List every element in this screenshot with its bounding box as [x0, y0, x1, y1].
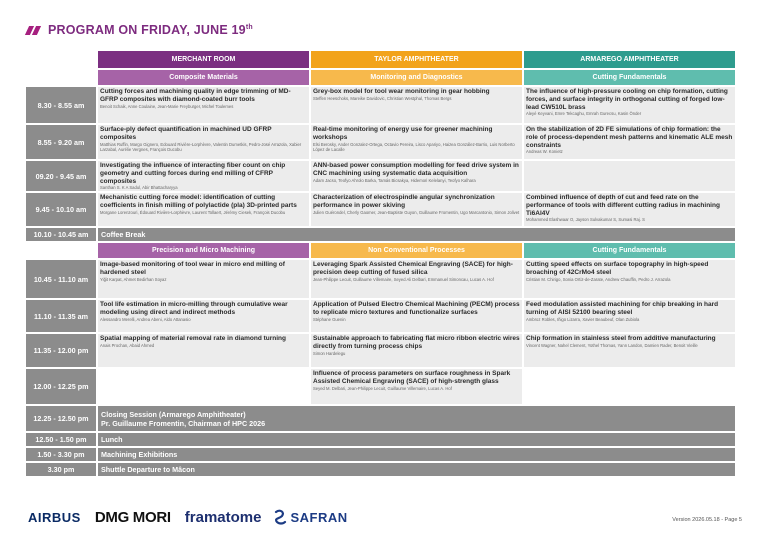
time-slot: 9.45 - 10.10 am: [26, 193, 96, 226]
session-cutting-fundamentals-pm: Cutting Fundamentals: [524, 243, 735, 258]
closing-session-title: Closing Session (Armarego Amphitheater): [101, 409, 246, 419]
talk-row: [26, 87, 742, 123]
talk-cell: [98, 334, 309, 367]
empty-cell: [524, 161, 735, 191]
talk-authors: Anais Prochan, Abaid Ahmed: [100, 342, 155, 348]
talk-cell: [311, 334, 522, 367]
talk-authors: Seyed M. Delbari, Jean-Philippe Lecuit, Guillaume Villemaire, Lucas A. Hof: [313, 385, 452, 391]
talk-title: Characterization of electrospindle angular synchronization performance in power skiving: [313, 194, 495, 209]
time-slot: 8.30 - 8.55 am: [26, 87, 96, 123]
session-cutting-fundamentals-am: Cutting Fundamentals: [524, 70, 735, 85]
talk-row: [26, 260, 742, 298]
title-slash-icon: [26, 26, 42, 35]
safran-logo: [273, 509, 347, 525]
page-title: [26, 22, 253, 38]
talk-title: Spatial mapping of material removal rate in diamond turning: [100, 335, 287, 342]
page-title-sup: th: [245, 24, 253, 31]
talk-authors: Simon Hardelegu: [313, 350, 346, 356]
talk-title: Image-based monitoring of tool wear in micro end milling of hardened steel: [100, 261, 285, 276]
framatome-logo: framatome: [184, 508, 262, 526]
closing-session-row: [26, 406, 742, 431]
talk-authors: Benoit Schaik, Anne Coulaine, Jean-Marie Freyburger, Michel Toulemes: [100, 103, 234, 109]
talk-row: [26, 334, 742, 367]
talk-title: Influence of process parameters on surface roughness in Spark Assisted Chemical Engraving (SACE) of high-strength glass: [313, 370, 511, 385]
talk-title: Tool life estimation in micro-milling through cumulative wear modeling using direct and indirect methods: [100, 301, 288, 316]
talk-authors: Steffen Heeschoks, Mareike Davidovic, Christian Westphal, Thomas Bergs: [313, 95, 452, 101]
dmg-mori-logo: DMG MORI: [94, 508, 171, 526]
talk-cell: [98, 260, 309, 298]
talk-title: Sustainable approach to fabricating flat micro ribbon electric wires directly from turning process chips: [313, 335, 520, 350]
session-monitoring-diagnostics: Monitoring and Diagnostics: [311, 70, 522, 85]
header-spacer: [26, 51, 96, 68]
talk-row: [26, 369, 742, 404]
talk-title: Chip formation in stainless steel from additive manufacturing: [526, 335, 716, 342]
talk-row: [26, 125, 742, 159]
talk-authors: Yiğit Karpat, Ahmet Bedirhan Soyaz: [100, 276, 167, 282]
empty-cell: [98, 369, 309, 404]
talk-cell: [311, 193, 522, 226]
safran-emblem-icon: [273, 509, 287, 525]
talk-authors: Santhan S. K A Sadul, Abir Bhattacharyya: [100, 185, 178, 191]
time-slot: 10.10 - 10.45 am: [26, 228, 96, 241]
talk-cell: [524, 125, 735, 159]
safran-logo-text: SAFRAN: [290, 509, 348, 525]
session-non-conventional-processes: Non Conventional Processes: [311, 243, 522, 258]
talk-authors: Morgane Lorenzouri, Édouard Rivière-Lorphèvre, Laurent Tollaert, Jérémy Ciesek, François Ducobu: [100, 209, 286, 215]
page-title-text: PROGRAM ON FRIDAY, JUNE 19: [48, 23, 246, 37]
time-slot: 11.35 - 12.00 pm: [26, 334, 96, 367]
talk-title: Surface-ply defect quantification in machined UD GFRP composites: [100, 126, 272, 141]
time-slot: 12.00 - 12.25 pm: [26, 369, 96, 404]
talk-title: Feed modulation assisted machining for chip breaking in hard turning of AISI 52100 bearing steel: [526, 301, 719, 316]
talk-authors: Aleyé Keyvani, Emre Tekcaghu, Emrah Gurecsu, Kasin Önder: [526, 111, 642, 117]
talk-title: Investigating the influence of interacting fiber count on chip geometry and cutting forces during end milling of CFRP composites: [100, 162, 286, 185]
time-slot: 10.45 - 11.10 am: [26, 260, 96, 298]
schedule-table: [26, 51, 742, 478]
time-slot: 1.50 - 3.30 pm: [26, 448, 96, 461]
session-precision-micro-machining: Precision and Micro Machining: [98, 243, 309, 258]
talk-title: Combined influence of depth of cut and feed rate on the performance of tools with different cutting radius in machining Ti6Al4V: [526, 194, 720, 217]
talk-authors: Vincent Wagner, Nahel Clement, Yothel Thomas, Yann Landon, Damien Rader, Benoit Vieille: [526, 342, 698, 348]
header-spacer: [26, 70, 96, 85]
talk-title: Leveraging Spark Assisted Chemical Engraving (SACE) for high-precision deep cutting of fused silica: [313, 261, 513, 276]
talk-title: Real-time monitoring of energy use for greener machining workshops: [313, 126, 493, 141]
session-composite-materials: Composite Materials: [98, 70, 309, 85]
talk-cell: [311, 300, 522, 332]
talk-cell: [311, 125, 522, 159]
talk-cell: [524, 193, 735, 226]
time-slot: 09.20 - 9.45 am: [26, 161, 96, 191]
talk-title: ANN-based power consumption modelling for feed drive system in CNC machining using systematic data acquisition: [313, 162, 519, 177]
room-merchant: MERCHANT ROOM: [98, 51, 309, 68]
closing-session-cell: [98, 406, 735, 431]
empty-cell: [524, 369, 735, 404]
talk-authors: Cristian M. Chirigo, Sonia Ortiz-de-Zarate, Andrew Chauffin, Pedro J. Arrazola: [526, 276, 671, 282]
talk-cell: [98, 125, 309, 159]
coffee-break-row: [26, 228, 742, 241]
sponsor-logos: [28, 505, 348, 529]
talk-cell: [311, 161, 522, 191]
talk-row: [26, 300, 742, 332]
version-footer: Version 2026.05.18 - Page 5: [672, 517, 742, 523]
talk-authors: Matthias Ruffin, Margo Gignero, Edouard Rivière-Lorphèvre, Valentin Dumetkis, Pedro-José Arrazola, Xabier Larzabal, Aurélie Vergnes, François Ducobu: [100, 141, 302, 152]
exhibitions-row: [26, 448, 742, 461]
talk-title: The influence of high-pressure cooling on chip formation, cutting forces, and surface integrity in orthogonal cutting of forged low-lead CW510L brass: [526, 88, 728, 111]
talk-authors: Andreas W. Konietz: [526, 149, 563, 155]
talk-authors: Jean-Philippe Lecuit, Guillaume Villemaire, Seyed Ali Delbari, Emmanuel Simoncau, Lucas A. Hof: [313, 276, 494, 282]
talk-cell: [524, 300, 735, 332]
talk-title: Mechanistic cutting force model: identification of cutting coefficients in finish milling of polylactide (pla) 3D-printed parts: [100, 194, 297, 209]
talk-authors: Mohammed Elashwaar O, Jayson Sulvakumar S, Sumasi Raj. S: [526, 217, 645, 223]
talk-authors: Alessandro Merelli, Andrea Abeni, Aldo Attanasio: [100, 316, 191, 322]
airbus-logo: AIRBUS: [28, 509, 81, 525]
talk-cell: [98, 161, 309, 191]
talk-cell: [524, 334, 735, 367]
talk-cell: [98, 300, 309, 332]
talk-title: Application of Pulsed Electro Chemical Machining (PECM) process to replicate micro textures and functionalize surfaces: [313, 301, 520, 316]
talk-title: Cutting forces and machining quality in edge trimming of MD-GFRP composites with diamond-coated burr tools: [100, 88, 291, 103]
lunch-row: [26, 433, 742, 446]
talk-row: [26, 193, 742, 226]
shuttle-label: Shuttle Departure to Mâcon: [98, 463, 735, 476]
talk-cell: [311, 87, 522, 123]
shuttle-row: [26, 463, 742, 476]
talk-title: Cutting speed effects on surface topography in high-speed broaching of 42CrMo4 steel: [526, 261, 709, 276]
header-spacer: [26, 243, 96, 258]
closing-session-chair: Pr. Guillaume Fromentin, Chairman of HPC 2026: [101, 418, 266, 428]
time-slot: 12.25 - 12.50 pm: [26, 406, 96, 431]
talk-authors: Julien Guérondel, Cherly Gaomer, Jean-Baptiste Guyon, Guillaume Fromentin, Ugo Marcantonio, Simon Jolivet: [313, 209, 520, 215]
time-slot: 8.55 - 9.20 am: [26, 125, 96, 159]
session-header-row-am: [26, 70, 742, 85]
time-slot: 12.50 - 1.50 pm: [26, 433, 96, 446]
exhibitions-label: Machining Exhibitions: [98, 448, 735, 461]
talk-authors: Adam Jacso, Teofyo Ahrolo Barka, Tamás Bicsakya, Hidemori Kelelanyi, Teofyo Kalhara: [313, 177, 476, 183]
talk-authors: Elsi Berosky, Ander Gonzalez-Ortega, Octavio Pereira, Lisco Apariyo, Haizea González-Barrio, Luis Norberto López de Lacalle: [313, 141, 515, 152]
time-slot: 3.30 pm: [26, 463, 96, 476]
rooms-header-row: [26, 51, 742, 68]
talk-cell: [98, 193, 309, 226]
room-armarego: ARMAREGO AMPHITHEATER: [524, 51, 735, 68]
time-slot: 11.10 - 11.35 am: [26, 300, 96, 332]
talk-title: Grey-box model for tool wear monitoring in gear hobbing: [313, 88, 490, 95]
talk-cell: [311, 260, 522, 298]
talk-cell: [524, 260, 735, 298]
talk-authors: Ambroz Robles, Iñigo Lizarra, Xavier Beaubeuf, Olan Zubiola: [526, 316, 640, 322]
session-header-row-pm: [26, 243, 742, 258]
talk-authors: Stéphane Guenin: [313, 316, 346, 322]
talk-cell: [311, 369, 522, 404]
talk-cell: [524, 87, 735, 123]
talk-title: On the stabilization of 2D FE simulations of chip formation: the role of process-dependent mesh patterns and kinematic ALE mesh constraints: [526, 126, 733, 149]
lunch-label: Lunch: [98, 433, 735, 446]
coffee-break-label: Coffee Break: [98, 228, 735, 241]
talk-row: [26, 161, 742, 191]
room-taylor: TAYLOR AMPHITHEATER: [311, 51, 522, 68]
talk-cell: [98, 87, 309, 123]
